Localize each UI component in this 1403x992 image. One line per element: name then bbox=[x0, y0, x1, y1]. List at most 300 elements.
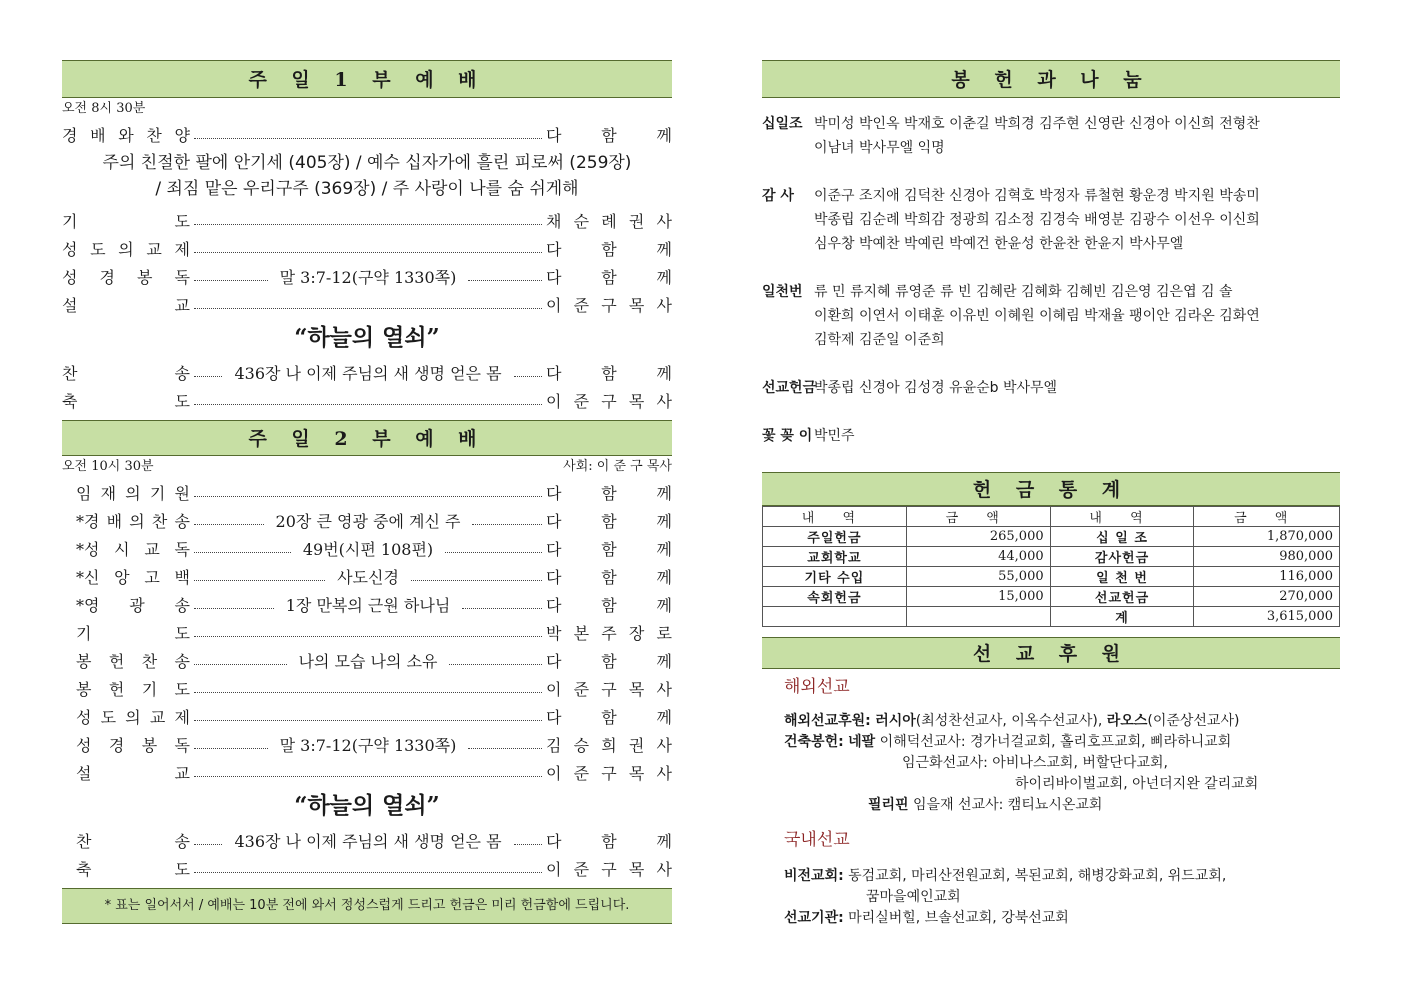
stats-row bbox=[763, 607, 1340, 627]
mission-banner: 선 교 후 원 bbox=[762, 637, 1340, 669]
dot-leader bbox=[194, 138, 542, 139]
order-item-detail: 20장 큰 영광 중에 계신 주 bbox=[275, 511, 461, 531]
performer-char: 이 bbox=[546, 763, 562, 783]
order-item-detail: 436장 나 이제 주님의 새 생명 얻은 몸 bbox=[234, 831, 502, 851]
order-item-performer bbox=[546, 705, 672, 728]
label-char: 봉 bbox=[137, 267, 153, 287]
service2-sermon-title: “하늘의 열쇠” bbox=[294, 792, 440, 819]
offering-name-line: 김학제 김준일 이준희 bbox=[814, 332, 945, 348]
offering-group bbox=[762, 112, 1340, 160]
label-char: 교 bbox=[174, 763, 190, 783]
performer-char: 채 bbox=[546, 211, 562, 231]
label-char: 찬 bbox=[146, 125, 162, 145]
service2-order-b bbox=[62, 826, 672, 882]
offering-group bbox=[762, 376, 1340, 400]
offering-group bbox=[762, 184, 1340, 256]
order-item-label bbox=[76, 593, 190, 616]
label-char: 기 bbox=[62, 211, 78, 231]
label-char: 도 bbox=[174, 679, 190, 699]
order-item-label bbox=[76, 649, 190, 672]
stats-item: 기타 수입 bbox=[763, 567, 907, 587]
mission-org-line bbox=[784, 908, 1340, 929]
performer-char: 순 bbox=[573, 211, 590, 231]
offering-name-line: 이준구 조지애 김덕찬 신경아 김혁호 박정자 류철현 황운경 박지원 박송미 bbox=[814, 188, 1260, 204]
order-item-label bbox=[62, 361, 190, 384]
order-item-performer bbox=[546, 123, 672, 146]
label-char: *경 bbox=[76, 511, 100, 531]
performer-char: 께 bbox=[656, 239, 672, 259]
performer-char: 이 bbox=[546, 391, 562, 411]
label-char: 제 bbox=[174, 707, 190, 727]
dot-leader bbox=[194, 552, 291, 553]
performer-char: 구 bbox=[601, 295, 617, 315]
label-char: 원 bbox=[174, 483, 190, 503]
label-char: 독 bbox=[174, 735, 190, 755]
label-char: 도 bbox=[174, 859, 190, 879]
order-item-label bbox=[62, 237, 190, 260]
performer-char: 께 bbox=[656, 267, 672, 287]
order-item bbox=[62, 562, 672, 590]
offering-name-line: 박미성 박인옥 박재호 이춘길 박희경 김주현 신영란 신경아 이신희 전형찬 bbox=[814, 116, 1260, 132]
performer-char: 함 bbox=[601, 567, 617, 587]
performer-char: 께 bbox=[656, 483, 672, 503]
performer-char: 사 bbox=[656, 391, 672, 411]
stats-header: 금 액 bbox=[906, 507, 1050, 527]
performer-char: 이 bbox=[546, 859, 562, 879]
performer-char: 함 bbox=[601, 651, 617, 671]
stats-amount: 44,000 bbox=[906, 547, 1050, 567]
order-item-performer bbox=[546, 565, 672, 588]
order-item bbox=[62, 120, 672, 148]
order-item-performer bbox=[546, 209, 672, 232]
label-char: *성 bbox=[76, 539, 100, 559]
dot-leader bbox=[194, 664, 287, 665]
dot-leader bbox=[194, 608, 274, 609]
praise-hymn-list bbox=[62, 150, 672, 202]
offering-banner: 봉 헌 과 나 눔 bbox=[762, 60, 1340, 98]
order-item bbox=[62, 702, 672, 730]
service2-order-a bbox=[62, 478, 672, 786]
country-philippines: 필리핀 bbox=[868, 797, 909, 813]
stats-amount: 3,615,000 bbox=[1194, 607, 1340, 627]
label-char: 임 bbox=[76, 483, 92, 503]
dot-leader bbox=[194, 636, 542, 637]
order-item-label bbox=[76, 829, 190, 852]
stats-amount: 116,000 bbox=[1194, 567, 1340, 587]
order-item-performer bbox=[546, 621, 672, 644]
performer-char: 함 bbox=[601, 125, 617, 145]
order-item bbox=[62, 506, 672, 534]
label-char: 제 bbox=[174, 239, 190, 259]
order-item-performer bbox=[546, 857, 672, 880]
stats-row bbox=[763, 567, 1340, 587]
vision-church-label: 비전교회: bbox=[784, 868, 844, 884]
order-item-detail: 나의 모습 나의 소유 bbox=[298, 651, 438, 671]
label-char: 교 bbox=[144, 539, 160, 559]
label-char: 의 bbox=[118, 239, 134, 259]
order-item-performer bbox=[546, 265, 672, 288]
dot-leader bbox=[194, 844, 222, 845]
stats-item: 일 천 번 bbox=[1050, 567, 1194, 587]
nepal-line-3: 하이리바이벌교회, 아넌더지완 갈리교회 bbox=[1015, 776, 1259, 792]
vision-church-line bbox=[784, 866, 1340, 887]
order-item-detail: 말 3:7-12(구약 1330쪽) bbox=[279, 735, 457, 755]
order-item-detail: 사도신경 bbox=[337, 567, 399, 587]
dot-leader bbox=[462, 608, 542, 609]
label-char: 양 bbox=[174, 125, 190, 145]
offering-name-line: 이남녀 박사무엘 익명 bbox=[814, 140, 945, 156]
service1-time: 오전 8시 30분 bbox=[62, 101, 146, 116]
performer-char: 구 bbox=[601, 391, 617, 411]
dot-leader bbox=[468, 748, 542, 749]
label-char: 설 bbox=[76, 763, 92, 783]
offering-name-line: 이환희 이연서 이태훈 이유빈 이혜원 이혜림 박재율 팽이안 김라온 김화연 bbox=[814, 308, 1260, 324]
vision-church-list: 동검교회, 마리산전원교회, 복된교회, 해병강화교회, 위드교회, bbox=[848, 868, 1227, 884]
performer-char: 다 bbox=[546, 567, 562, 587]
performer-char: 함 bbox=[601, 831, 617, 851]
performer-char: 사 bbox=[656, 763, 672, 783]
label-char: 설 bbox=[62, 295, 78, 315]
russia-missionaries: (최성찬선교사, 이옥수선교사), bbox=[915, 713, 1103, 729]
performer-char: 사 bbox=[656, 679, 672, 699]
label-char: 재 bbox=[100, 483, 117, 503]
label-char: 송 bbox=[174, 511, 190, 531]
performer-char: 희 bbox=[601, 735, 617, 755]
performer-char: 함 bbox=[601, 483, 617, 503]
label-char: 송 bbox=[174, 363, 190, 383]
offering-names bbox=[814, 112, 1340, 160]
hymn-line-1: 주의 친절한 팔에 안기세 (405장) / 예수 십자가에 흘린 피로써 (259장) bbox=[102, 153, 632, 173]
order-item-detail: 49번(시편 108편) bbox=[302, 539, 434, 559]
dot-leader bbox=[194, 776, 542, 777]
order-item-label bbox=[76, 677, 190, 700]
performer-char: 다 bbox=[546, 831, 562, 851]
order-item-label bbox=[76, 761, 190, 784]
order-item-label bbox=[76, 733, 190, 756]
performer-char: 께 bbox=[656, 511, 672, 531]
order-item-label bbox=[62, 123, 190, 146]
performer-char: 구 bbox=[601, 763, 617, 783]
stats-item: 선교헌금 bbox=[1050, 587, 1194, 607]
country-laos: 라오스 bbox=[1106, 713, 1148, 729]
label-char: 교 bbox=[174, 295, 190, 315]
label-char: 독 bbox=[174, 539, 190, 559]
nepal-line-2: 임근화선교사: 아비나스교회, 버할단다교회, bbox=[902, 755, 1168, 771]
offering-names bbox=[814, 376, 1340, 400]
label-char: 백 bbox=[174, 567, 190, 587]
offering-name-line: 박종립 신경아 김성경 유윤순b 박사무엘 bbox=[814, 380, 1058, 396]
order-item bbox=[62, 854, 672, 882]
vision-church-line-2: 꿈마을예인교회 bbox=[866, 889, 961, 905]
label-char: 시 bbox=[114, 539, 130, 559]
dot-leader bbox=[472, 524, 542, 525]
stats-amount: 270,000 bbox=[1194, 587, 1340, 607]
order-item bbox=[62, 590, 672, 618]
label-char: 성 bbox=[62, 267, 78, 287]
performer-char: 례 bbox=[601, 211, 617, 231]
order-item-performer bbox=[546, 361, 672, 384]
order-item-detail: 말 3:7-12(구약 1330쪽) bbox=[279, 267, 457, 287]
performer-char: 다 bbox=[546, 125, 562, 145]
offering-name-line: 박종립 김순례 박희감 정광희 김소정 김경숙 배영분 김광수 이선우 이신희 bbox=[814, 212, 1260, 228]
performer-char: 다 bbox=[546, 651, 562, 671]
performer-char: 박 bbox=[546, 623, 562, 643]
order-item-performer bbox=[546, 829, 672, 852]
label-char: 도 bbox=[90, 239, 106, 259]
dot-leader bbox=[194, 224, 542, 225]
offering-list bbox=[762, 112, 1340, 448]
performer-char: 권 bbox=[628, 735, 645, 755]
label-char: 도 bbox=[174, 391, 190, 411]
order-item bbox=[62, 674, 672, 702]
label-char: 헌 bbox=[108, 679, 125, 699]
order-item bbox=[62, 478, 672, 506]
philippines-church: 임을재 선교사: 캠티뇨시온교회 bbox=[913, 797, 1103, 813]
offering-group bbox=[762, 280, 1340, 352]
performer-char: 함 bbox=[601, 707, 617, 727]
order-item bbox=[62, 534, 672, 562]
performer-char: 께 bbox=[656, 125, 672, 145]
performer-char: 다 bbox=[546, 363, 562, 383]
stats-item bbox=[763, 607, 907, 627]
order-item-performer bbox=[546, 293, 672, 316]
country-russia: 러시아 bbox=[875, 713, 916, 729]
worship-notice: * 표는 일어서서 / 예배는 10분 전에 와서 정성스럽게 드리고 헌금은 미리 헌금함에 드립니다. bbox=[62, 888, 672, 924]
label-char: 도 bbox=[100, 707, 117, 727]
performer-char: 권 bbox=[628, 211, 645, 231]
label-char: 광 bbox=[129, 595, 145, 615]
stats-amount: 55,000 bbox=[906, 567, 1050, 587]
performer-char: 께 bbox=[656, 595, 673, 615]
performer-char: 다 bbox=[546, 539, 562, 559]
label-char: 의 bbox=[125, 483, 141, 503]
dot-leader bbox=[514, 844, 542, 845]
label-char: 봉 bbox=[76, 651, 92, 671]
performer-char: 준 bbox=[573, 859, 590, 879]
performer-char: 승 bbox=[573, 735, 590, 755]
stats-item: 속회헌금 bbox=[763, 587, 907, 607]
label-char: *신 bbox=[76, 567, 100, 587]
dot-leader bbox=[194, 748, 268, 749]
order-item bbox=[62, 826, 672, 854]
service1-timeline bbox=[62, 98, 672, 120]
label-char: 송 bbox=[174, 651, 190, 671]
performer-char: 함 bbox=[601, 239, 617, 259]
performer-char: 이 bbox=[546, 295, 562, 315]
stats-amount: 15,000 bbox=[906, 587, 1050, 607]
dot-leader bbox=[411, 580, 542, 581]
order-item bbox=[62, 386, 672, 414]
stats-item: 계 bbox=[1050, 607, 1194, 627]
offering-name-line: 박민주 bbox=[814, 428, 855, 444]
dot-leader bbox=[445, 552, 542, 553]
label-char: 봉 bbox=[141, 735, 158, 755]
order-item-performer bbox=[546, 389, 672, 412]
order-item-label bbox=[76, 509, 190, 532]
performer-char: 목 bbox=[628, 763, 645, 783]
performer-char: 께 bbox=[656, 363, 673, 383]
dot-leader bbox=[194, 720, 542, 721]
stats-banner: 헌 금 통 계 bbox=[762, 472, 1340, 506]
performer-char: 께 bbox=[656, 567, 673, 587]
order-item-label bbox=[62, 209, 190, 232]
dot-leader bbox=[468, 280, 542, 281]
label-char: 송 bbox=[174, 831, 190, 851]
label-char: 기 bbox=[149, 483, 166, 503]
stats-body bbox=[763, 527, 1340, 627]
label-char: 성 bbox=[76, 707, 92, 727]
stats-item: 감사헌금 bbox=[1050, 547, 1194, 567]
order-item-label bbox=[62, 293, 190, 316]
performer-char: 목 bbox=[628, 391, 645, 411]
service1-order-c bbox=[62, 358, 672, 414]
order-item-performer bbox=[546, 677, 672, 700]
label-char: 기 bbox=[141, 679, 158, 699]
label-char: 축 bbox=[62, 391, 78, 411]
dot-leader bbox=[194, 580, 325, 581]
service1-banner: 주 일 1 부 예 배 bbox=[62, 60, 672, 98]
offering-category: 꽃 꽂 이 bbox=[762, 428, 813, 444]
label-char: 교 bbox=[146, 239, 162, 259]
label-char: 독 bbox=[174, 267, 190, 287]
order-item bbox=[62, 234, 672, 262]
performer-char: 목 bbox=[628, 679, 645, 699]
order-item-performer bbox=[546, 509, 672, 532]
mission-org-label: 선교기관: bbox=[784, 910, 844, 926]
order-item bbox=[62, 758, 672, 786]
performer-char: 다 bbox=[546, 595, 562, 615]
performer-char: 구 bbox=[601, 679, 617, 699]
order-item bbox=[62, 358, 672, 386]
label-char: 앙 bbox=[114, 567, 130, 587]
label-char: 헌 bbox=[108, 651, 125, 671]
service2-timeline bbox=[62, 456, 672, 478]
left-column bbox=[62, 60, 672, 924]
dot-leader bbox=[449, 664, 542, 665]
performer-char: 께 bbox=[656, 651, 672, 671]
label-char: 기 bbox=[76, 623, 92, 643]
performer-char: 께 bbox=[656, 831, 673, 851]
label-char: 경 bbox=[108, 735, 125, 755]
stats-header-row bbox=[763, 507, 1340, 527]
order-item-performer bbox=[546, 649, 672, 672]
label-char: 와 bbox=[118, 125, 134, 145]
building-label: 건축봉헌: bbox=[784, 734, 844, 750]
stats-amount bbox=[906, 607, 1050, 627]
service1-sermon-title: “하늘의 열쇠” bbox=[294, 324, 440, 351]
performer-char: 께 bbox=[656, 707, 672, 727]
label-char: 축 bbox=[76, 859, 92, 879]
performer-char: 함 bbox=[601, 595, 617, 615]
performer-char: 준 bbox=[573, 679, 590, 699]
offering-category: 십일조 bbox=[762, 116, 803, 132]
mission-org-list: 마리실버힐, 브솔선교회, 강북선교회 bbox=[848, 910, 1069, 926]
performer-char: 준 bbox=[573, 391, 590, 411]
offering-names bbox=[814, 184, 1340, 256]
dot-leader bbox=[194, 692, 542, 693]
order-item-performer bbox=[546, 733, 672, 756]
label-char: 찬 bbox=[76, 831, 92, 851]
service1-order-b bbox=[62, 206, 672, 318]
dot-leader bbox=[194, 524, 264, 525]
performer-char: 다 bbox=[546, 267, 562, 287]
offering-category: 선교헌금 bbox=[762, 380, 817, 396]
order-item bbox=[62, 646, 672, 674]
stats-amount: 265,000 bbox=[906, 527, 1050, 547]
dot-leader bbox=[194, 280, 268, 281]
performer-char: 다 bbox=[546, 239, 562, 259]
offering-stats-table bbox=[762, 506, 1340, 627]
order-item-label bbox=[76, 565, 190, 588]
performer-char: 사 bbox=[656, 295, 672, 315]
performer-char: 다 bbox=[546, 483, 562, 503]
performer-char: 다 bbox=[546, 707, 562, 727]
overseas-line bbox=[784, 711, 1340, 732]
offering-name-line: 류 민 류지혜 류영준 류 빈 김혜란 김혜화 김혜빈 김은영 김은엽 김 솔 bbox=[814, 284, 1233, 300]
performer-char: 김 bbox=[546, 735, 562, 755]
dot-leader bbox=[194, 376, 222, 377]
label-char: 고 bbox=[144, 567, 160, 587]
dot-leader bbox=[194, 496, 542, 497]
stats-item: 주일헌금 bbox=[763, 527, 907, 547]
performer-char: 준 bbox=[573, 763, 590, 783]
performer-char: 구 bbox=[601, 859, 617, 879]
offering-names bbox=[814, 424, 1340, 448]
stats-amount: 980,000 bbox=[1194, 547, 1340, 567]
laos-missionary: (이준상선교사) bbox=[1147, 713, 1240, 729]
label-char: 성 bbox=[76, 735, 92, 755]
order-item bbox=[62, 262, 672, 290]
order-item bbox=[62, 730, 672, 758]
label-char: 도 bbox=[174, 211, 190, 231]
hymn-line-2: / 죄짐 맡은 우리구주 (369장) / 주 사랑이 나를 숨 쉬게해 bbox=[155, 179, 579, 199]
stats-item: 십 일 조 bbox=[1050, 527, 1194, 547]
offering-name-line: 심우창 박예찬 박예린 박예건 한윤성 한윤찬 한윤지 박사무엘 bbox=[814, 236, 1184, 252]
country-nepal: 네팔 bbox=[848, 734, 876, 750]
service1-order-a bbox=[62, 120, 672, 148]
performer-char: 께 bbox=[656, 539, 673, 559]
philippines-line bbox=[868, 795, 1340, 816]
offering-category: 일천번 bbox=[762, 284, 803, 300]
nepal-churches: 이해덕선교사: 경가너걸교회, 홀리호프교회, 삐라하니교회 bbox=[879, 734, 1232, 750]
order-item-label bbox=[62, 265, 190, 288]
order-item-label bbox=[76, 705, 190, 728]
performer-char: 본 bbox=[573, 623, 590, 643]
order-item-label bbox=[76, 621, 190, 644]
performer-char: 사 bbox=[656, 735, 672, 755]
label-char: 봉 bbox=[76, 679, 92, 699]
order-item bbox=[62, 206, 672, 234]
label-char: 도 bbox=[174, 623, 190, 643]
domestic-mission-list bbox=[762, 866, 1340, 929]
overseas-mission-list bbox=[762, 711, 1340, 816]
label-char: 경 bbox=[99, 267, 115, 287]
stats-header: 내 역 bbox=[1050, 507, 1194, 527]
right-column bbox=[762, 60, 1340, 929]
label-char: 성 bbox=[62, 239, 78, 259]
performer-char: 주 bbox=[601, 623, 617, 643]
stats-header: 금 액 bbox=[1194, 507, 1340, 527]
stats-item: 교회학교 bbox=[763, 547, 907, 567]
service2-banner: 주 일 2 부 예 배 bbox=[62, 420, 672, 456]
performer-char: 목 bbox=[628, 859, 645, 879]
label-char: 찬 bbox=[141, 651, 158, 671]
stats-header: 내 역 bbox=[763, 507, 907, 527]
overseas-label: 해외선교후원: bbox=[784, 713, 871, 729]
label-char: 의 bbox=[129, 511, 145, 531]
offering-category: 감 사 bbox=[762, 188, 794, 204]
offering-group bbox=[762, 424, 1340, 448]
